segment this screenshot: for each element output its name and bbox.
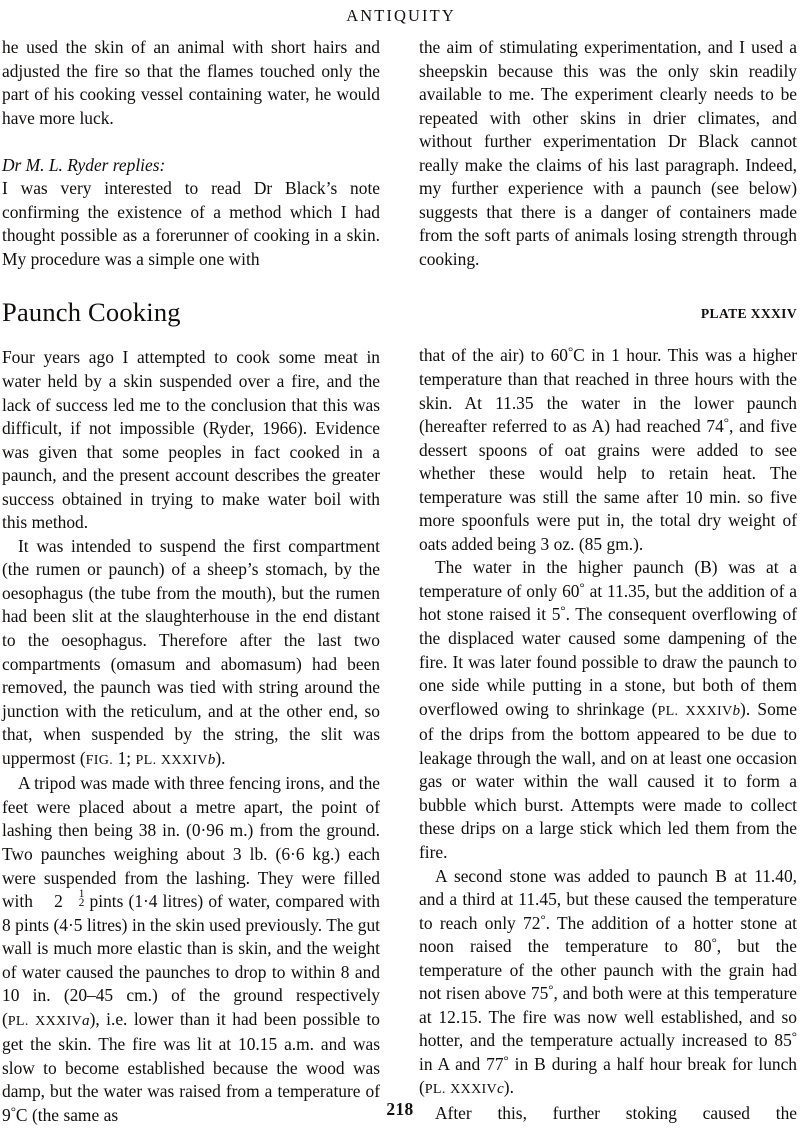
degree-sign-r3e: °: [503, 1052, 509, 1068]
degree-sign-r2: °: [579, 579, 585, 595]
paunch-weight-measure: 3 lb. (6·6 kg.): [232, 843, 341, 864]
plate-letter-r3: c: [497, 1080, 504, 1098]
running-head: ANTIQUITY: [346, 6, 456, 25]
plate-reference-label-r2: PL.: [657, 702, 679, 719]
right-p3-text-d: , and both were at this temperature at 12.15. The fire was now well established, and so hotter, and the temperature actually increased to 85: [419, 983, 797, 1051]
degree-sign-r3b: °: [711, 934, 717, 950]
right-p3-text-f: in B during a half hour break for lunch (: [419, 1053, 797, 1098]
heading-space-above: [2, 271, 380, 297]
paragraph-2-text-end: ).: [215, 747, 226, 768]
citation-year: 1966: [262, 418, 298, 439]
page-number: 218: [386, 1099, 414, 1119]
paragraph-2-semicolon: ;: [126, 747, 136, 768]
right-paragraph-2: [419, 556, 797, 864]
right-p3-text-a: A second stone was added to paunch B at 11.40, and a third at 11.45, but these caused the temperature to reach only 72: [419, 865, 797, 933]
right-p2-text-c: . The consequent overflowing of the displaced water caused some dampening of the fire. It was later found possible to draw the paunch to one side while putting in a stone, but both of them overflowed owing to shrinkage (: [419, 604, 797, 719]
right-p3-text-e: in A and 77: [419, 1053, 504, 1074]
paragraph-3-text-g: ), i.e. lower than it had been possible to get the skin. The fire was lit at 10.15 a.m. and was slow to become established because the wood was damp, but the water was raised from a temperature of 9: [2, 1008, 380, 1125]
paragraph-1: [2, 346, 380, 534]
fraction-glyph: [63, 890, 85, 909]
paragraph-2-text-a: It was intended to suspend the first compartment (the rumen or paunch) of a sheep’s stomach, by the oesophagus (the tube from the mouth), but the rumen had been slit at the slaughterhouse in the end distant to the oesophagus. Therefore after the last two compartments (omasum and abomasum) had been removed, the paunch was tied with string around the junction with the reticulum, and at the other end, so that, when suspended by the string, the slit was uppermost (: [2, 535, 380, 768]
plate-number: XXXIV: [160, 751, 208, 768]
paragraph-3-text-c: from the ground. Two paunches weighing about: [2, 820, 380, 864]
reply-byline: Dr M. L. Ryder replies:: [2, 154, 166, 175]
plate-note-space-below: [419, 322, 797, 344]
right-p1-text-a: that of the air) to 60: [419, 345, 568, 366]
figure-reference-label: FIG.: [85, 751, 114, 768]
right-p2-text-b: at 11.35, but the addition of a hot stone raised it 5: [419, 580, 797, 625]
degree-sign-r1: °: [567, 344, 574, 360]
paragraph-2: [2, 535, 380, 772]
plate-letter: b: [207, 750, 216, 768]
paragraph-3-text-h: C (the same as: [15, 1104, 119, 1125]
tripod-height-measure: 38 in. (0·96 m.): [138, 820, 254, 841]
degree-sign-r1b: °: [723, 414, 729, 430]
plate-note-space-above: [419, 271, 797, 306]
fraction-denominator: 2: [78, 897, 85, 910]
plate-letter-2: a: [82, 1011, 90, 1029]
paragraph-gap: [2, 130, 380, 154]
fraction-numerator: 1: [78, 888, 85, 901]
degree-sign-r3d: °: [791, 1028, 797, 1044]
continued-paragraph: he used the skin of an animal with short hairs and adjusted the fire so that the flames touched only the part of his cooking vessel containing water, he would have more luck.: [2, 37, 380, 128]
right-p1-text-b: C in 1 hour. This was a higher temperature than that reached in three hours with the skin. At 11.35 the water in the lower paunch (hereafter referred to as A) had reached 74: [419, 345, 797, 437]
plate-number-r3: XXXIV: [450, 1081, 498, 1098]
paragraph-1-text-b: ). Evidence was given that some peoples in fact cooked in a paunch, and the present account describes the greater success obtained in trying to make water boil with this method.: [2, 418, 380, 533]
right-top-paragraph: the aim of stimulating experimentation, and I used a sheepskin because this was the only skin readily available to me. The experiment clearly needs to be repeated with other skins in drier climates, and without further experimentation Dr Black cannot really make the claims of his last paragraph. Indeed, my further experience with a paunch (see below) suggests that there is a danger of containers made from the soft parts of animals losing strength through cooking.: [419, 37, 797, 269]
right-p1-text-c: , and five dessert spoons of oat grains were added to see whether these would help to retain heat. The temperature was still the same after 10 min. so five more spoonfuls were put in, the total dry weight of oats added being 3 oz. (85 gm.).: [419, 416, 797, 554]
right-paragraph-4: After this, further stoking caused the: [435, 1102, 797, 1123]
heading-space-below: [2, 327, 380, 346]
paragraph-3: [2, 772, 380, 1127]
plate-note: PLATE XXXIV: [700, 306, 797, 322]
left-column: [2, 36, 380, 1128]
plate-reference-label-r3: PL.: [424, 1081, 446, 1098]
paragraph-3-text-f: pints (1·4 litres) of water, compared with 8 pints (4·5 litres) in the skin used previously. The gut wall is much more elastic than is skin, and the weight of water caused the paunches to drop to within 8 and 10 in. (20–45 cm.) of the ground respectively (: [2, 891, 380, 1029]
plate-letter-r2: b: [732, 701, 741, 719]
right-p3-text-g: ).: [503, 1077, 514, 1098]
right-column: [419, 36, 797, 1126]
page-title: Paunch Cooking: [2, 297, 181, 328]
right-p2-text-d: ). Some of the drips from the bottom appeared to be due to leakage through the wall, and on at least one occasion gas or water within the wall caused it to form a bubble which burst. Attempts were made to collect these drips on a large stick which led them from the fire.: [419, 698, 798, 862]
degree-sign-r3: °: [540, 911, 546, 927]
right-p2-text-a: The water in the higher paunch (B) was at a temperature of only 60: [419, 557, 797, 601]
plate-reference-label: PL.: [135, 751, 157, 768]
degree-sign-r3c: °: [548, 981, 554, 997]
plate-number-r2: XXXIV: [685, 702, 733, 719]
right-p3-text-c: , but the temperature of the other paunch with the grain had not risen above 75: [419, 936, 797, 1004]
fraction-two-and-a-half: [38, 890, 84, 914]
right-p3-text-b: . The addition of a hotter stone at noon raised the temperature to 80: [419, 912, 797, 957]
figure-number: 1: [117, 747, 127, 768]
paragraph-3-text-e: each were suspended from the lashing. They were filled with: [2, 843, 380, 912]
plate-reference-label-2: PL.: [7, 1012, 29, 1029]
reply-paragraph: I was very interested to read Dr Black’s note confirming the existence of a method which I had thought possible as a forerunner of cooking in a skin. My procedure was a simple one with: [2, 178, 380, 269]
paragraph-3-text-a: A tripod was made with three fencing irons, and the feet were placed about a metre apart, the point of lashing then being: [2, 773, 380, 841]
right-paragraph-1: [419, 344, 797, 556]
degree-sign: °: [10, 1103, 16, 1119]
plate-number-2: XXXIV: [35, 1012, 82, 1029]
paragraph-1-text-a: Four years ago I attempted to cook some meat in water held by a skin suspended over a fire, and the lack of success led me to the conclusion that this was difficult, if not impossible (Ryder,: [2, 347, 380, 439]
degree-sign-r2b: °: [560, 603, 566, 619]
fraction-whole-number: 2: [54, 891, 63, 912]
right-paragraph-3: [419, 865, 797, 1102]
